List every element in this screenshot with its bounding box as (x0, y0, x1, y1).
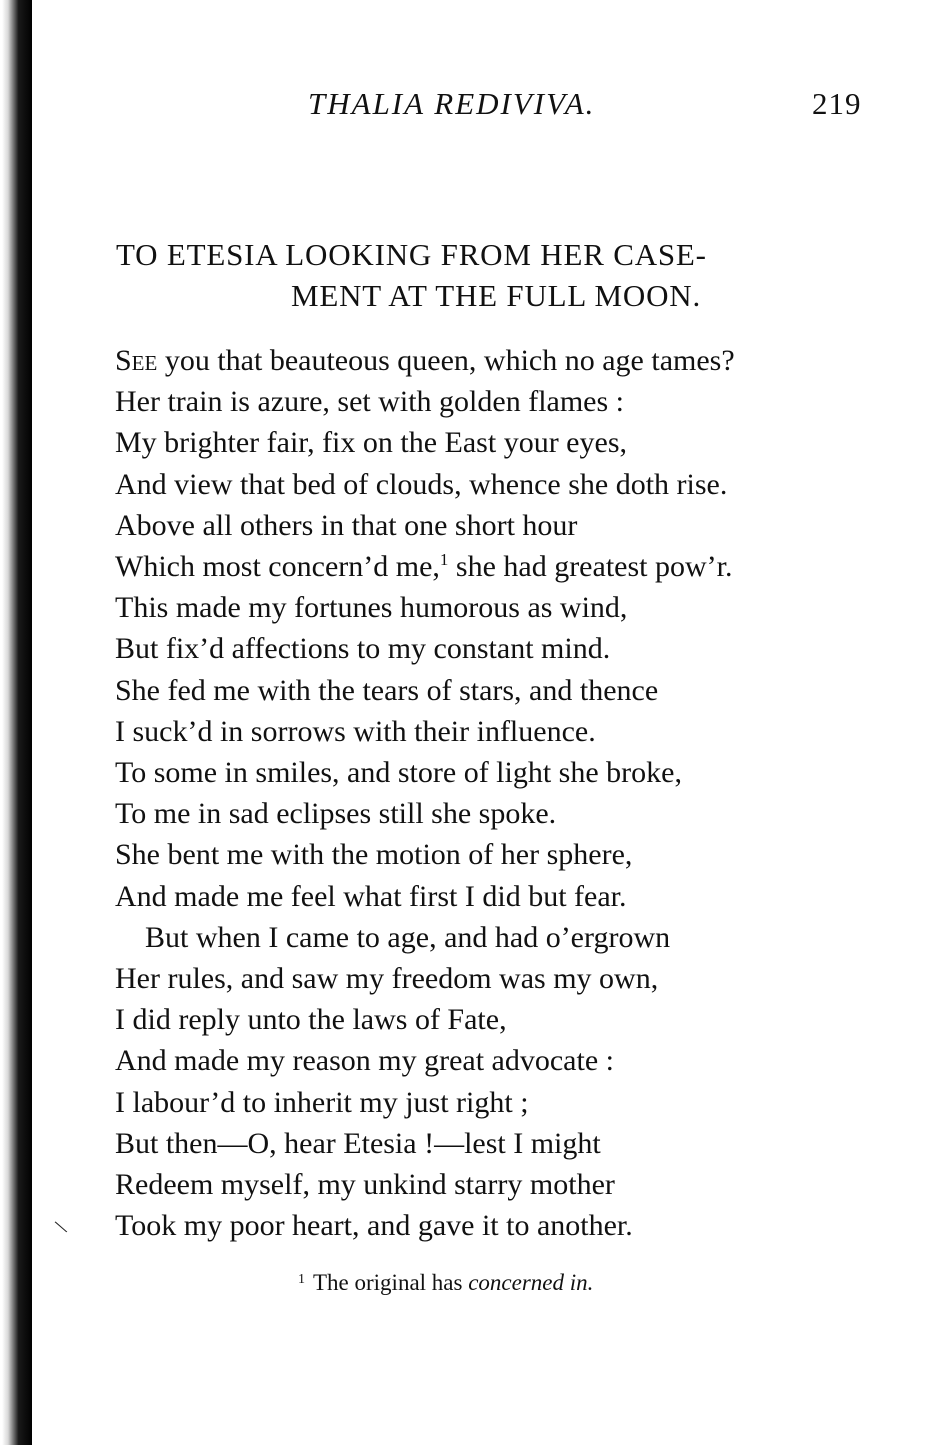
poem-line-text: you that beauteous queen, which no age tames? (157, 344, 735, 377)
poem-line: Her rules, and saw my freedom was my own, (115, 962, 659, 996)
poem-line-text: she had greatest pow’r. (448, 550, 733, 584)
stray-ink-mark: \ (51, 1214, 70, 1239)
poem-line: Her train is azure, set with golden flames : (115, 385, 625, 419)
page-binding-edge (2, 0, 32, 1445)
poem-line-text: Which most concern’d me, (115, 550, 440, 584)
poem-title-line: TO ETESIA LOOKING FROM HER CASE- (116, 237, 707, 272)
poem-initial-word: See (115, 344, 158, 377)
footnote-reference: 1 (439, 550, 449, 570)
poem-body (115, 340, 735, 1246)
poem-line: And view that bed of clouds, whence she doth rise. (115, 467, 728, 501)
poem-line: And made me feel what first I did but fear. (115, 879, 627, 913)
poem-line (115, 340, 735, 381)
poem-line: But when I came to age, and had o’ergrown (145, 920, 671, 954)
running-head (0, 86, 944, 126)
poem-line: To some in smiles, and store of light she broke, (115, 756, 682, 790)
page-number: 219 (812, 86, 862, 121)
footnote-italic-text: concerned in. (468, 1270, 594, 1295)
poem-line: This made my fortunes humorous as wind, (115, 591, 628, 625)
poem-line: Above all others in that one short hour (115, 508, 578, 542)
poem-title-line: MENT AT THE FULL MOON. (290, 278, 701, 313)
running-title: THALIA REDIVIVA. (308, 86, 596, 121)
poem-line: I labour’d to inherit my just right ; (115, 1085, 529, 1119)
poem-line: But then—O, hear Etesia !—lest I might (115, 1126, 601, 1160)
footnote-marker: 1 (298, 1272, 305, 1287)
poem-line: My brighter fair, fix on the East your eyes, (115, 426, 627, 460)
footnote (298, 1270, 593, 1296)
poem-title (116, 234, 876, 316)
poem-line: To me in sad eclipses still she spoke. (115, 797, 557, 831)
poem-line: She bent me with the motion of her sphere, (115, 838, 633, 872)
poem-line (115, 546, 735, 587)
footnote-text: The original has (313, 1270, 469, 1295)
poem-line: I suck’d in sorrows with their influence. (115, 714, 596, 748)
poem-line: But fix’d affections to my constant mind. (115, 632, 611, 666)
poem-line: She fed me with the tears of stars, and thence (115, 673, 659, 707)
poem-line: And made my reason my great advocate : (115, 1044, 614, 1078)
poem-line: Took my poor heart, and gave it to another. (115, 1209, 633, 1243)
poem-line: I did reply unto the laws of Fate, (115, 1003, 507, 1037)
poem-line: Redeem myself, my unkind starry mother (115, 1168, 615, 1202)
